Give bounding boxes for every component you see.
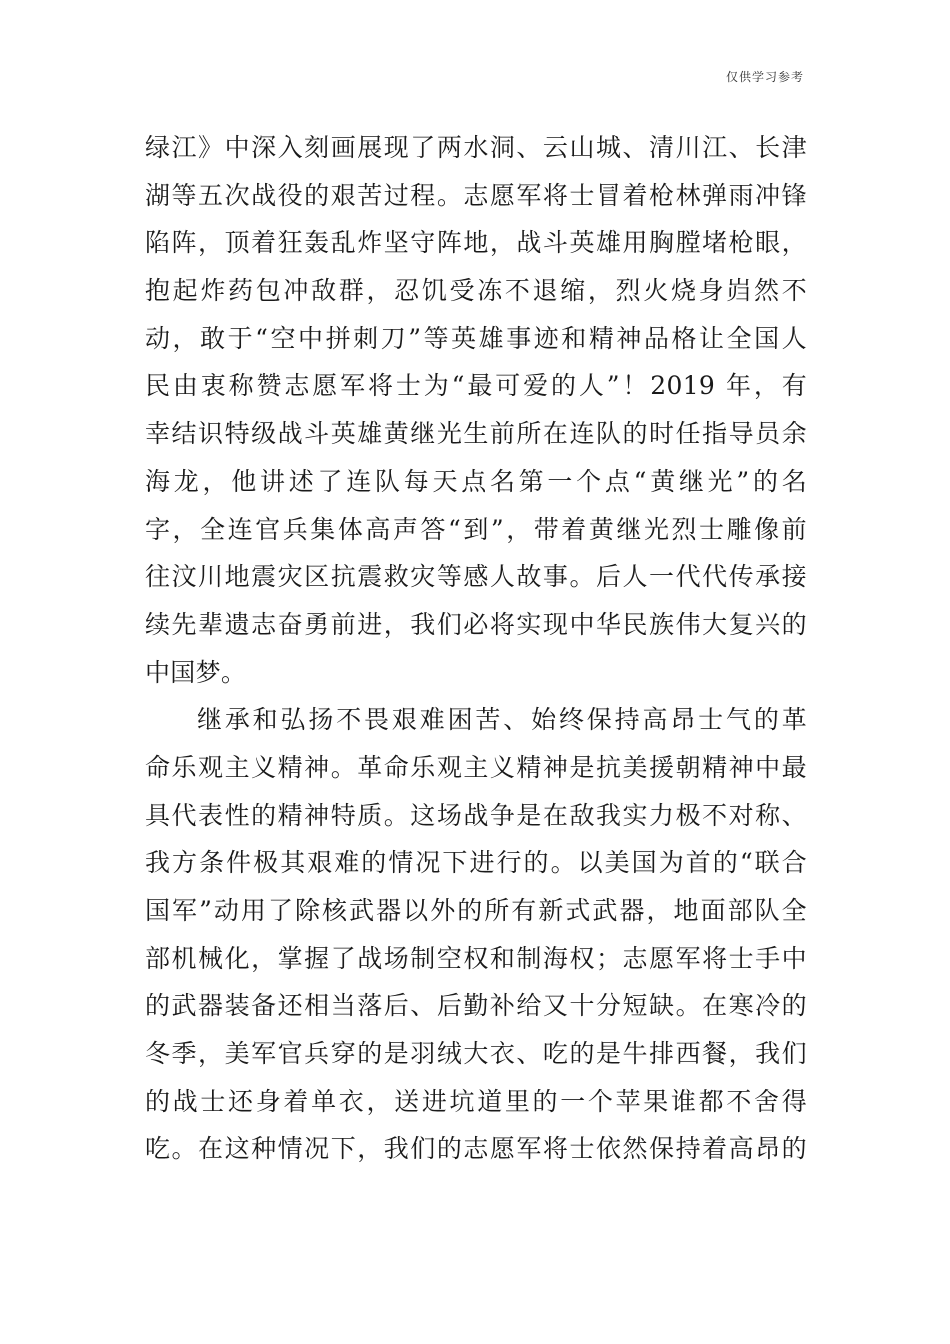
text-line: 继承和弘扬不畏艰难困苦、始终保持高昂士气的革 (197, 705, 807, 735)
text-line: 我方条件极其艰难的情况下进行的。以美国为首的“联合 (145, 848, 807, 878)
text-line: 动，敢于“空中拼刺刀”等英雄事迹和精神品格让全国人 (145, 323, 807, 353)
paragraph (145, 696, 807, 1173)
document-body (145, 124, 807, 1173)
text-line: 绿江》中深入刻画展现了两水洞、云山城、清川江、长津 (145, 133, 807, 162)
text-line: 冬季，美军官兵穿的是羽绒大衣、吃的是牛排西餐，我们 (145, 1039, 807, 1069)
text-line: 命乐观主义精神。革命乐观主义精神是抗美援朝精神中最 (145, 752, 807, 782)
text-line: 部机械化，掌握了战场制空权和制海权；志愿军将士手中 (145, 943, 807, 973)
paragraph (145, 124, 807, 696)
text-line: 国军”动用了除核武器以外的所有新式武器，地面部队全 (145, 896, 807, 925)
text-line: 幸结识特级战斗英雄黄继光生前所在连队的时任指导员余 (145, 419, 807, 449)
text-line: 吃。在这种情况下，我们的志愿军将士依然保持着高昂的 (145, 1134, 807, 1164)
text-line: 民由衷称赞志愿军将士为“最可爱的人”！2019 年，有 (145, 371, 807, 401)
text-line: 海龙，他讲述了连队每天点名第一个点“黄继光”的名 (145, 466, 807, 496)
text-line: 往汶川地震灾区抗震救灾等感人故事。后人一代代传承接 (145, 562, 807, 592)
text-line: 陷阵，顶着狂轰乱炸坚守阵地，战斗英雄用胸膛堵枪眼， (145, 228, 807, 258)
text-line: 续先辈遗志奋勇前进，我们必将实现中华民族伟大复兴的 (145, 609, 807, 639)
text-line: 的战士还身着单衣，送进坑道里的一个苹果谁都不舍得 (145, 1086, 807, 1116)
text-line: 字，全连官兵集体高声答“到”，带着黄继光烈士雕像前 (145, 514, 807, 544)
text-line: 抱起炸药包冲敌群，忍饥受冻不退缩，烈火烧身岿然不 (145, 276, 807, 306)
text-line: 具代表性的精神特质。这场战争是在敌我实力极不对称、 (145, 800, 807, 830)
text-line: 的武器装备还相当落后、后勤补给又十分短缺。在寒冷的 (145, 991, 807, 1021)
header-note: 仅供学习参考 (725, 70, 804, 84)
text-line: 湖等五次战役的艰苦过程。志愿军将士冒着枪林弹雨冲锋 (145, 180, 807, 210)
text-line: 中国梦。 (145, 657, 247, 687)
